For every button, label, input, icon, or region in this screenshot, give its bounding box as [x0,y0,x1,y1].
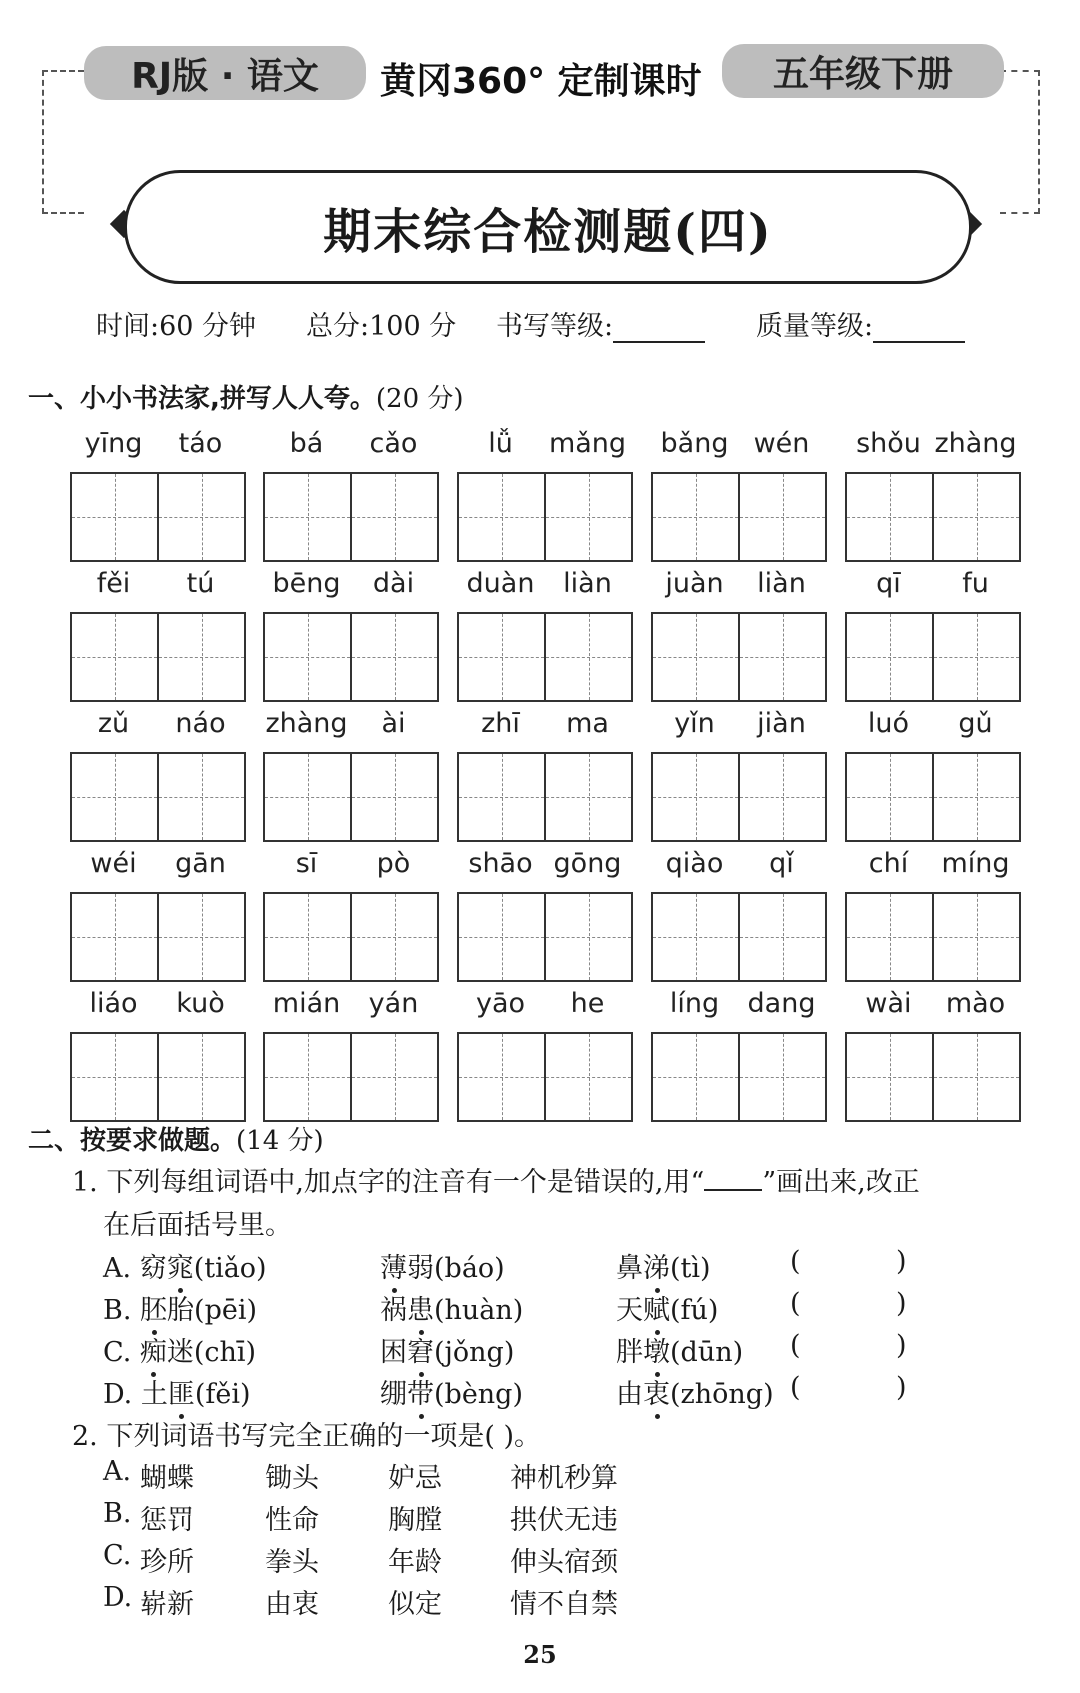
section-one-heading [28,378,464,415]
tianzige-cell[interactable] [265,894,350,980]
tianzige-cell[interactable] [459,1034,544,1120]
tianzige-cell[interactable] [653,474,738,560]
section-one-title: 一、小小书法家,拼写人人夸。 [28,384,376,414]
q2-option-word: 胸膛 [388,1505,442,1536]
tianzige-cell[interactable] [653,894,738,980]
tianzige-pair [457,612,633,702]
writing-grade-blank[interactable] [613,317,705,343]
section-two-points: (14 分) [236,1126,324,1156]
option-label: C. [103,1337,132,1368]
pinyin-syllable: gān [175,848,226,879]
pinyin-syllable: jiàn [757,708,806,739]
dotted-char: 衷 [643,1372,670,1411]
pinyin-word [845,988,1019,1126]
q2-option-word: 蝴蝶 [140,1463,194,1494]
pinyin-syllable: ài [381,708,406,739]
q2-option-label: C. [103,1540,132,1571]
tianzige-pair [263,472,439,562]
pinyin-word [263,568,437,706]
tianzige-cell[interactable] [932,614,1019,700]
tianzige-cell[interactable] [544,894,631,980]
question-two-stem: 2. 下列词语书写完全正确的一项是( )。 [72,1421,541,1452]
edition-subject-label: RJ版 · 语文 [131,55,319,97]
answer-paren-open: ( [790,1288,801,1319]
question-one-stem [72,1160,920,1199]
question-one-stem-a: 1. 下列每组词语中,加点字的注音有一个是错误的,用“ [72,1167,705,1198]
pinyin-syllable: yǐn [674,708,715,739]
pinyin-annotation: (tiǎo) [193,1253,267,1284]
word-char: 困 [380,1337,407,1368]
question-one-stem-b: ”画出来,改正 [762,1167,920,1198]
pinyin-row [70,848,1030,986]
tianzige-pair [845,472,1021,562]
underline-sample [704,1167,762,1191]
pinyin-word [263,428,437,566]
tianzige-pair [845,612,1021,702]
pinyin-word [70,568,244,706]
answer-slot[interactable] [812,1288,892,1320]
q2-option-word: 崭新 [140,1589,194,1620]
quality-grade [756,304,965,343]
pinyin-annotation: (tì) [670,1253,711,1284]
tianzige-pair [457,752,633,842]
pinyin-syllable: líng [669,988,720,1019]
q1-option-word2 [380,1288,523,1327]
pinyin-word [70,988,244,1126]
tianzige-pair [457,892,633,982]
tianzige-cell[interactable] [157,754,244,840]
q2-option-label: B. [103,1498,132,1529]
q2-option-word: 性命 [265,1505,319,1536]
pinyin-annotation: (fěi) [194,1379,251,1410]
pinyin-annotation: (zhōng) [670,1379,774,1410]
q2-option-word: 拱伏无违 [510,1505,618,1536]
pinyin-syllable: juàn [665,568,724,599]
answer-paren-open: ( [790,1246,801,1277]
q2-option-word: 神机秒算 [510,1463,618,1494]
pinyin-word [651,848,825,986]
section-two-title: 二、按要求做题。 [28,1126,237,1156]
pinyin-syllable: chí [868,848,909,879]
pinyin-annotation: (chī) [193,1337,257,1368]
tianzige-cell[interactable] [653,614,738,700]
tianzige-pair [651,752,827,842]
tianzige-cell[interactable] [350,754,437,840]
tianzige-cell[interactable] [350,614,437,700]
pinyin-syllable: zǔ [97,708,130,739]
tianzige-cell[interactable] [157,614,244,700]
tianzige-pair [70,892,246,982]
pinyin-word [70,708,244,846]
q2-option-label: D. [103,1582,133,1613]
pinyin-syllable: he [570,988,605,1019]
q2-option-word: 锄头 [265,1463,319,1494]
q2-option-word: 伸头宿颈 [510,1547,618,1578]
option-label: A. [103,1253,132,1284]
section-two-heading [28,1120,324,1157]
grade-volume-pill [722,44,1004,98]
tianzige-pair [70,1032,246,1122]
pinyin-syllable: tú [186,568,215,599]
pinyin-syllable: náo [175,708,226,739]
q2-option-word: 拳头 [265,1547,319,1578]
edition-subject-pill [84,46,366,100]
tianzige-cell[interactable] [544,614,631,700]
option-label: D. [103,1379,133,1410]
pinyin-word [70,848,244,986]
word-char: 弱 [407,1253,434,1284]
brand-title: 黄冈360° 定制课时 [380,61,702,102]
pinyin-syllable: míng [941,848,1010,879]
tianzige-cell[interactable] [847,1034,932,1120]
tianzige-pair [263,612,439,702]
answer-slot[interactable] [812,1330,892,1362]
q1-option-word2 [380,1246,505,1285]
tianzige-cell[interactable] [847,614,932,700]
tianzige-cell[interactable] [265,614,350,700]
q2-option-word: 珍所 [140,1547,194,1578]
tianzige-cell[interactable] [653,754,738,840]
dotted-char: 涕 [643,1246,670,1285]
pinyin-syllable: cǎo [369,428,418,459]
header-right-dashed-frame [1000,70,1040,214]
pinyin-syllable: táo [178,428,223,459]
tianzige-cell[interactable] [544,754,631,840]
tianzige-cell[interactable] [544,1034,631,1120]
page-number: 25 [523,1640,557,1669]
q2-option-word: 年龄 [388,1547,442,1578]
tianzige-cell[interactable] [459,614,544,700]
tianzige-pair [70,752,246,842]
q2-option-word: 妒忌 [388,1463,442,1494]
word-char: 胖 [616,1337,643,1368]
pinyin-syllable: luó [867,708,910,739]
pinyin-syllable: fu [962,568,989,599]
pinyin-word [457,568,631,706]
pinyin-syllable: lǚ [488,428,513,459]
tianzige-cell[interactable] [72,754,157,840]
pinyin-syllable: ma [566,708,609,739]
answer-paren-close: ) [896,1246,907,1277]
pinyin-syllable: yāo [475,988,526,1019]
pinyin-syllable: yīng [84,428,143,459]
pinyin-syllable: liáo [89,988,138,1019]
pinyin-word [457,848,631,986]
tianzige-pair [263,1032,439,1122]
pinyin-syllable: wén [753,428,810,459]
tianzige-cell[interactable] [738,474,825,560]
answer-paren-open: ( [790,1372,801,1403]
pinyin-word [845,428,1019,566]
dotted-char: 匪 [168,1372,195,1411]
q1-option-word1 [103,1372,251,1411]
tianzige-cell[interactable] [932,754,1019,840]
q1-option-word3 [616,1246,711,1285]
q1-option-word3 [616,1330,743,1369]
tianzige-cell[interactable] [72,474,157,560]
pinyin-syllable: shāo [468,848,533,879]
tianzige-pair [651,472,827,562]
q1-option-word2 [380,1330,514,1369]
tianzige-pair [845,892,1021,982]
pinyin-word [457,988,631,1126]
word-char: 绷 [380,1379,407,1410]
dotted-char: 窘 [407,1330,434,1369]
q2-option-word: 由衷 [265,1589,319,1620]
pinyin-syllable: sī [295,848,318,879]
dotted-char: 痴 [140,1330,167,1369]
pinyin-annotation: (dūn) [670,1337,744,1368]
pinyin-syllable: duàn [466,568,535,599]
tianzige-pair [70,612,246,702]
exam-total-score: 总分:100 分 [306,311,457,342]
answer-slot[interactable] [812,1372,892,1404]
pinyin-syllable: qiào [665,848,724,879]
exam-title-banner [124,170,972,284]
tianzige-pair [263,752,439,842]
pinyin-syllable: mǎng [548,428,627,459]
pinyin-syllable: bǎng [660,428,729,459]
q2-option-word: 情不自禁 [510,1589,618,1620]
answer-paren-close: ) [896,1330,907,1361]
exam-title: 期末综合检测题(四) [323,203,773,260]
pinyin-syllable: qī [876,568,901,599]
pinyin-syllable: pò [376,848,411,879]
pinyin-word [457,428,631,566]
q2-option-label: A. [103,1456,132,1487]
tianzige-cell[interactable] [72,1034,157,1120]
word-char: 天 [616,1295,643,1326]
tianzige-cell[interactable] [932,474,1019,560]
pinyin-syllable: yán [368,988,419,1019]
pinyin-syllable: gǔ [958,708,993,739]
dotted-char: 带 [407,1372,434,1411]
tianzige-pair [263,892,439,982]
tianzige-cell[interactable] [350,474,437,560]
tianzige-cell[interactable] [544,474,631,560]
pinyin-word [845,708,1019,846]
pinyin-syllable: bá [289,428,324,459]
word-char: 窈 [139,1253,167,1284]
pinyin-syllable: mào [945,988,1006,1019]
dotted-char: 患 [407,1288,434,1327]
section-one-points: (20 分) [375,384,464,414]
tianzige-cell[interactable] [265,754,350,840]
word-char: 迷 [166,1337,194,1368]
answer-paren-close: ) [896,1372,907,1403]
tianzige-pair [651,612,827,702]
word-char: 由 [616,1379,643,1410]
tianzige-cell[interactable] [459,754,544,840]
pinyin-annotation: (jǒng) [434,1337,515,1368]
writing-grade-label: 书写等级: [496,311,614,342]
tianzige-pair [651,892,827,982]
tianzige-cell[interactable] [738,894,825,980]
tianzige-cell[interactable] [72,894,157,980]
pinyin-annotation: (pēi) [194,1295,257,1326]
pinyin-word [845,848,1019,986]
tianzige-pair [457,1032,633,1122]
tianzige-cell[interactable] [350,894,437,980]
pinyin-annotation: (huàn) [434,1295,524,1326]
tianzige-pair [845,1032,1021,1122]
q1-option-word1 [103,1246,267,1285]
q1-option-word2 [380,1372,523,1411]
grade-volume-label: 五年级下册 [772,53,953,95]
tianzige-cell[interactable] [459,474,544,560]
pinyin-row [70,708,1030,846]
tianzige-cell[interactable] [932,894,1019,980]
q1-option-word3 [616,1288,718,1327]
pinyin-row [70,988,1030,1126]
pinyin-word [651,568,825,706]
tianzige-pair [457,472,633,562]
dotted-char: 赋 [643,1288,670,1327]
pinyin-syllable: shǒu [856,428,921,459]
q2-option-word: 似定 [388,1589,442,1620]
word-char: 土 [140,1379,168,1410]
pinyin-row [70,428,1030,566]
tianzige-cell[interactable] [738,614,825,700]
tianzige-cell[interactable] [932,1034,1019,1120]
pinyin-syllable: wéi [90,848,137,879]
pinyin-annotation: (bèng) [434,1379,524,1410]
answer-slot[interactable] [812,1246,892,1278]
q1-option-word1 [103,1288,257,1327]
answer-paren-open: ( [790,1330,801,1361]
pinyin-word [263,708,437,846]
tianzige-pair [845,752,1021,842]
tianzige-cell[interactable] [738,1034,825,1120]
tianzige-cell[interactable] [265,1034,350,1120]
tianzige-cell[interactable] [265,474,350,560]
q2-option-word: 惩罚 [140,1505,194,1536]
pinyin-syllable: bēng [272,568,341,599]
pinyin-word [651,428,825,566]
pinyin-word [263,848,437,986]
dotted-char: 胚 [140,1288,167,1327]
tianzige-cell[interactable] [459,894,544,980]
header-left-dashed-frame [42,70,84,214]
tianzige-pair [651,1032,827,1122]
tianzige-cell[interactable] [350,1034,437,1120]
pinyin-syllable: fěi [96,568,131,599]
dotted-char: 墩 [643,1330,670,1369]
pinyin-syllable: dang [747,988,816,1019]
tianzige-cell[interactable] [847,894,932,980]
pinyin-word [651,988,825,1126]
dotted-char: 薄 [380,1246,407,1285]
pinyin-annotation: (báo) [434,1253,505,1284]
tianzige-cell[interactable] [72,614,157,700]
pinyin-word [263,988,437,1126]
word-char: 胎 [167,1295,195,1326]
pinyin-annotation: (fú) [670,1295,719,1326]
pinyin-syllable: zhàng [934,428,1017,459]
tianzige-cell[interactable] [157,894,244,980]
question-one-stem-continued: 在后面括号里。 [103,1210,292,1241]
writing-grade [496,304,705,343]
word-char: 祸 [380,1295,407,1326]
tianzige-cell[interactable] [847,754,932,840]
quality-grade-blank[interactable] [873,317,965,343]
pinyin-word [845,568,1019,706]
q1-option-word1 [103,1330,256,1369]
tianzige-cell[interactable] [157,1034,244,1120]
answer-paren-close: ) [896,1288,907,1319]
tianzige-cell[interactable] [738,754,825,840]
pinyin-syllable: dài [372,568,415,599]
word-char: 鼻 [616,1253,643,1284]
tianzige-cell[interactable] [157,474,244,560]
exam-time: 时间:60 分钟 [96,311,257,342]
quality-grade-label: 质量等级: [756,311,874,342]
pinyin-syllable: wài [865,988,912,1019]
option-label: B. [103,1295,132,1326]
pinyin-syllable: mián [272,988,341,1019]
pinyin-syllable: gōng [553,848,622,879]
pinyin-row [70,568,1030,706]
pinyin-syllable: qǐ [769,848,794,879]
dotted-char: 窕 [167,1246,194,1285]
pinyin-syllable: zhī [481,708,520,739]
pinyin-syllable: liàn [563,568,612,599]
pinyin-word [651,708,825,846]
q1-option-word3 [616,1372,774,1411]
tianzige-cell[interactable] [847,474,932,560]
pinyin-syllable: kuò [176,988,225,1019]
pinyin-syllable: liàn [757,568,806,599]
tianzige-cell[interactable] [653,1034,738,1120]
pinyin-syllable: zhàng [265,708,348,739]
pinyin-word [457,708,631,846]
tianzige-pair [70,472,246,562]
pinyin-word [70,428,244,566]
